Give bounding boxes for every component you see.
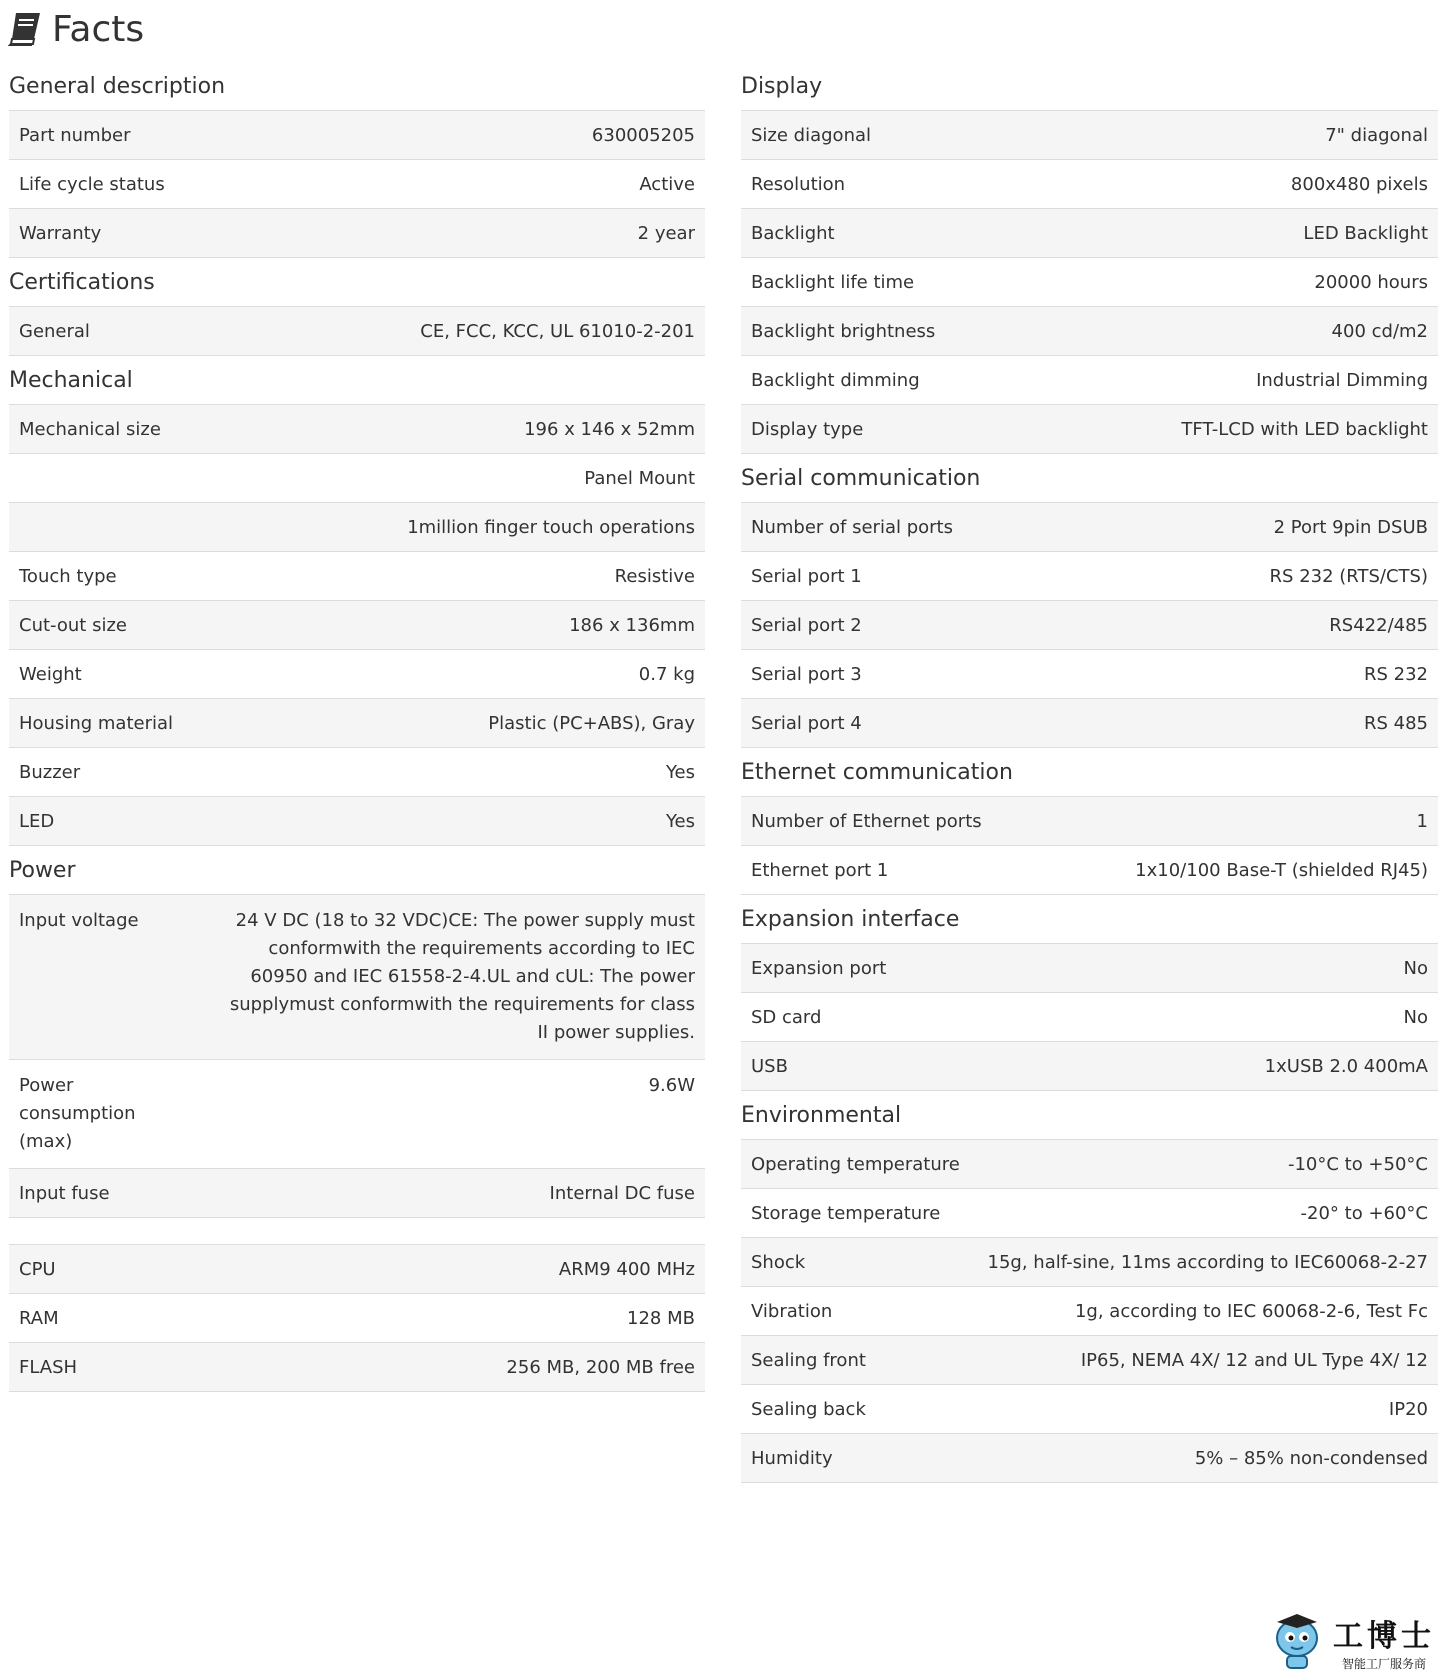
- spec-value: 15g, half-sine, 11ms according to IEC60068-2-27: [987, 1251, 1428, 1273]
- spec-label: Sealing front: [751, 1349, 866, 1371]
- spec-row: [741, 111, 1438, 160]
- spec-value: 630005205: [591, 124, 695, 146]
- spec-value: 2 Port 9pin DSUB: [1273, 516, 1428, 538]
- left-column: [9, 62, 705, 1392]
- spec-label: Backlight: [751, 222, 835, 244]
- spec-row: [9, 405, 705, 454]
- spec-label: RAM: [19, 1307, 59, 1329]
- spec-value: No: [1403, 957, 1428, 979]
- spec-row: [741, 1238, 1438, 1287]
- spec-row: [741, 1287, 1438, 1336]
- spec-label: Weight: [19, 663, 82, 685]
- section-title-mechanical: Mechanical: [9, 367, 133, 393]
- spec-value: 1x10/100 Base-T (shielded RJ45): [1135, 859, 1428, 881]
- spec-row: [741, 993, 1438, 1042]
- spec-label: Operating temperature: [751, 1153, 960, 1175]
- spec-row: [9, 650, 705, 699]
- spec-value: RS422/485: [1329, 614, 1428, 636]
- spec-label: Power consumption (max): [19, 1075, 136, 1152]
- spec-label: SD card: [751, 1006, 822, 1028]
- spec-row: [741, 1336, 1438, 1385]
- spec-label: Storage temperature: [751, 1202, 941, 1224]
- spec-value: IP20: [1388, 1398, 1428, 1420]
- spec-value: 196 x 146 x 52mm: [524, 418, 695, 440]
- section-title-general-description: General description: [9, 73, 226, 99]
- spec-table-system: [9, 1244, 705, 1392]
- spec-value: 800x480 pixels: [1290, 173, 1428, 195]
- spec-value: -10°C to +50°C: [1287, 1153, 1428, 1175]
- brand-name: 工博士: [1333, 1618, 1435, 1654]
- spec-row: [741, 258, 1438, 307]
- spec-row: [741, 209, 1438, 258]
- spec-label: Cut-out size: [19, 614, 127, 636]
- spec-value: Active: [639, 173, 695, 195]
- spec-label: Expansion port: [751, 957, 887, 979]
- spec-value: 20000 hours: [1314, 271, 1428, 293]
- spec-row: [741, 1434, 1438, 1483]
- spec-row: [9, 307, 705, 356]
- spec-label: Buzzer: [19, 761, 81, 783]
- section-title-power: Power: [9, 857, 76, 883]
- spec-label: Part number: [19, 124, 131, 146]
- spec-label: Serial port 4: [751, 712, 862, 734]
- brand-logo: [1267, 1610, 1435, 1672]
- spec-row: [9, 699, 705, 748]
- spec-value: 256 MB, 200 MB free: [506, 1356, 695, 1378]
- spec-table-general-description: [9, 110, 705, 258]
- spec-label: Backlight brightness: [751, 320, 936, 342]
- spec-value: 128 MB: [627, 1307, 695, 1329]
- spec-row: [741, 1140, 1438, 1189]
- spec-value: Panel Mount: [584, 467, 695, 489]
- spec-label: Serial port 1: [751, 565, 862, 587]
- spec-value: 1million finger touch operations: [407, 516, 695, 538]
- spec-value: IP65, NEMA 4X/ 12 and UL Type 4X/ 12: [1080, 1349, 1428, 1371]
- spec-label: Housing material: [19, 712, 174, 734]
- spec-value: 400 cd/m2: [1331, 320, 1428, 342]
- spec-label: Backlight dimming: [751, 369, 920, 391]
- spec-value: Industrial Dimming: [1256, 369, 1428, 391]
- section-title-expansion-interface: Expansion interface: [741, 906, 960, 932]
- page-title: [8, 4, 144, 54]
- spec-value: 2 year: [637, 222, 695, 244]
- spec-row: [741, 552, 1438, 601]
- spec-value: No: [1403, 1006, 1428, 1028]
- right-column: [741, 62, 1438, 1483]
- spec-value: RS 232: [1363, 663, 1428, 685]
- spec-value: 24 V DC (18 to 32 VDC)CE: The power supply must conformwith the requirements according to IEC 60950 and IEC 61558-2-4.UL and cUL: The power supplymust conformwith the requirements for class II power supplies.: [229, 910, 695, 1043]
- spec-value: RS 232 (RTS/CTS): [1269, 565, 1428, 587]
- spec-value: 7" diagonal: [1325, 124, 1428, 146]
- spec-table-mechanical: [9, 404, 705, 846]
- spec-table-expansion-interface: [741, 943, 1438, 1091]
- spec-label: USB: [751, 1055, 788, 1077]
- spec-value: Yes: [665, 810, 695, 832]
- spec-row: [9, 552, 705, 601]
- section-title-display: Display: [741, 73, 823, 99]
- spec-row: [741, 650, 1438, 699]
- spec-value: Resistive: [614, 565, 695, 587]
- spec-row: [9, 601, 705, 650]
- spec-label: Serial port 3: [751, 663, 862, 685]
- spec-row: [741, 944, 1438, 993]
- spec-value: Plastic (PC+ABS), Gray: [488, 712, 695, 734]
- spec-label: Humidity: [751, 1447, 833, 1469]
- spec-value: 1xUSB 2.0 400mA: [1264, 1055, 1428, 1077]
- spec-row: [9, 111, 705, 160]
- spec-row: [741, 1385, 1438, 1434]
- spec-label: Vibration: [751, 1300, 833, 1322]
- spec-label: Input fuse: [19, 1182, 110, 1204]
- spec-row: [741, 160, 1438, 209]
- spec-label: Serial port 2: [751, 614, 862, 636]
- spec-label: Touch type: [19, 565, 117, 587]
- spec-label: CPU: [19, 1258, 56, 1280]
- spec-row: [741, 846, 1438, 895]
- spec-label: General: [19, 320, 90, 342]
- spec-row: [741, 307, 1438, 356]
- spec-row: [9, 503, 705, 552]
- spec-value: ARM9 400 MHz: [558, 1258, 695, 1280]
- spec-row: [9, 1343, 705, 1392]
- spec-value: 0.7 kg: [638, 663, 695, 685]
- spec-value: CE, FCC, KCC, UL 61010-2-201: [420, 320, 695, 342]
- robot-mascot-icon: [1267, 1610, 1329, 1672]
- spec-value: 5% – 85% non-condensed: [1194, 1447, 1428, 1469]
- spec-label: Ethernet port 1: [751, 859, 889, 881]
- spec-row: [9, 1169, 705, 1218]
- spec-label: LED: [19, 810, 55, 832]
- spec-row: [9, 895, 705, 1060]
- spec-value: 1: [1416, 810, 1428, 832]
- section-spacer: [9, 1218, 705, 1244]
- spec-row: [741, 356, 1438, 405]
- section-title-certifications: Certifications: [9, 269, 155, 295]
- spec-table-power: [9, 894, 705, 1218]
- spec-row: [741, 797, 1438, 846]
- spec-label: Number of Ethernet ports: [751, 810, 982, 832]
- spec-row: [9, 797, 705, 846]
- spec-label: Life cycle status: [19, 173, 165, 195]
- spec-label: Sealing back: [751, 1398, 866, 1420]
- spec-row: [9, 1245, 705, 1294]
- spec-value: Yes: [665, 761, 695, 783]
- spec-table-serial-communication: [741, 502, 1438, 748]
- spec-row: [9, 160, 705, 209]
- spec-value: Internal DC fuse: [549, 1182, 695, 1204]
- spec-table-ethernet-communication: [741, 796, 1438, 895]
- spec-value: RS 485: [1363, 712, 1428, 734]
- spec-row: [741, 1042, 1438, 1091]
- spec-value: TFT-LCD with LED backlight: [1181, 418, 1428, 440]
- spec-label: Warranty: [19, 222, 102, 244]
- section-title-environmental: Environmental: [741, 1102, 902, 1128]
- spec-row: [9, 454, 705, 503]
- spec-row: [9, 1294, 705, 1343]
- spec-label: Backlight life time: [751, 271, 915, 293]
- page-title-text: Facts: [52, 8, 145, 50]
- spec-row: [9, 1060, 705, 1169]
- spec-label: Number of serial ports: [751, 516, 953, 538]
- spec-value: 186 x 136mm: [569, 614, 695, 636]
- spec-row: [741, 699, 1438, 748]
- spec-table-display: [741, 110, 1438, 454]
- spec-row: [741, 503, 1438, 552]
- spec-value: LED Backlight: [1303, 222, 1428, 244]
- spec-value: -20° to +60°C: [1300, 1202, 1428, 1224]
- spec-table-environmental: [741, 1139, 1438, 1483]
- spec-label: Shock: [751, 1251, 806, 1273]
- spec-row: [741, 405, 1438, 454]
- spec-row: [741, 601, 1438, 650]
- spec-value: 9.6W: [648, 1075, 695, 1096]
- section-title-ethernet-communication: Ethernet communication: [741, 759, 1013, 785]
- spec-label: FLASH: [19, 1356, 78, 1378]
- spec-value: 1g, according to IEC 60068-2-6, Test Fc: [1074, 1300, 1428, 1322]
- spec-label: Resolution: [751, 173, 846, 195]
- brand-tagline: 智能工厂服务商: [1341, 1656, 1426, 1671]
- section-title-serial-communication: Serial communication: [741, 465, 981, 491]
- spec-label: Display type: [751, 418, 864, 440]
- spec-label: Input voltage: [19, 910, 139, 931]
- spec-row: [9, 209, 705, 258]
- spec-row: [9, 748, 705, 797]
- book-icon: [8, 11, 42, 47]
- spec-table-certifications: [9, 306, 705, 356]
- spec-label: Mechanical size: [19, 418, 161, 440]
- spec-label: Size diagonal: [751, 124, 872, 146]
- spec-row: [741, 1189, 1438, 1238]
